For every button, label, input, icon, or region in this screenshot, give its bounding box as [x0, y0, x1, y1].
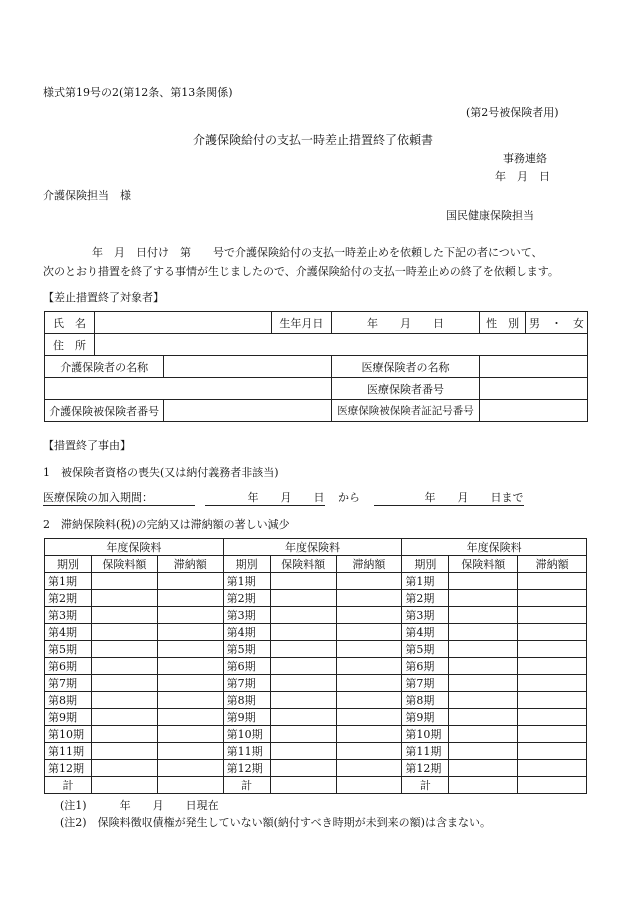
address-field[interactable] [94, 334, 587, 356]
period-label: 第9期 [402, 709, 449, 726]
period-label: 第3期 [402, 607, 449, 624]
premium-amount-cell[interactable] [270, 658, 336, 675]
arrears-amount-cell[interactable] [336, 675, 402, 692]
col-arrears-header: 滞納額 [157, 556, 223, 573]
col-arrears-header: 滞納額 [518, 556, 587, 573]
period-label: 第7期 [402, 675, 449, 692]
arrears-amount-cell[interactable] [157, 658, 223, 675]
period-label: 第7期 [45, 675, 92, 692]
period-label: 第12期 [223, 760, 270, 777]
premium-amount-cell[interactable] [91, 607, 157, 624]
premium-amount-cell[interactable] [91, 658, 157, 675]
note-1: (注1) 年 月 日現在 [60, 799, 219, 812]
contact-label: 事務連絡 [503, 152, 547, 165]
col-period-header: 期別 [45, 556, 92, 573]
period-label: 第8期 [402, 692, 449, 709]
body-line-2: 次のとおり措置を終了する事情が生じましたので、介護保険給付の支払一時差止めの終了を依頼します。 [43, 265, 559, 278]
table-row [45, 658, 587, 675]
period-label: 第2期 [223, 590, 270, 607]
period-label: 第8期 [223, 692, 270, 709]
premium-table [44, 538, 587, 794]
arrears-amount-cell[interactable] [336, 760, 402, 777]
arrears-amount-cell[interactable] [518, 573, 587, 590]
table-row [45, 692, 587, 709]
period-label: 第6期 [45, 658, 92, 675]
addressee: 介護保険担当 様 [43, 189, 131, 202]
page-title: 介護保険給付の支払一時差止措置終了依頼書 [193, 133, 434, 147]
fiscal-year-header: 年度保険料 [223, 539, 402, 556]
reason-1: 1 被保険者資格の喪失(又は納付義務者非該当) [43, 466, 279, 479]
premium-amount-cell[interactable] [91, 709, 157, 726]
period-label: 第12期 [402, 760, 449, 777]
total-label: 計 [45, 777, 92, 794]
sender: 国民健康保険担当 [446, 209, 534, 222]
section-reason-heading: 【措置終了事由】 [43, 439, 131, 452]
period-label: 第10期 [402, 726, 449, 743]
period-label: 第5期 [223, 641, 270, 658]
blank-cell [45, 378, 332, 400]
arrears-amount-cell[interactable] [336, 607, 402, 624]
arrears-amount-cell[interactable] [518, 709, 587, 726]
table-row [45, 743, 587, 760]
premium-amount-cell[interactable] [91, 573, 157, 590]
col-arrears-header: 滞納額 [336, 556, 402, 573]
arrears-total-cell[interactable] [157, 777, 223, 794]
premium-amount-cell[interactable] [270, 573, 336, 590]
medical-insurer-number-field[interactable] [480, 378, 588, 400]
period-label: 第10期 [223, 726, 270, 743]
arrears-amount-cell[interactable] [157, 760, 223, 777]
table-row [45, 675, 587, 692]
birth-date-field[interactable]: 年 月 日 [331, 312, 480, 334]
period-label: 第9期 [45, 709, 92, 726]
arrears-amount-cell[interactable] [157, 709, 223, 726]
arrears-amount-cell[interactable] [336, 692, 402, 709]
premium-amount-cell[interactable] [91, 675, 157, 692]
period-label: 第4期 [402, 624, 449, 641]
arrears-amount-cell[interactable] [157, 573, 223, 590]
premium-amount-cell[interactable] [270, 692, 336, 709]
arrears-amount-cell[interactable] [157, 590, 223, 607]
arrears-amount-cell[interactable] [336, 641, 402, 658]
col-premium-header: 保険料額 [91, 556, 157, 573]
premium-amount-cell[interactable] [91, 726, 157, 743]
start-date-field[interactable]: 年 月 日 [205, 489, 325, 506]
name-field[interactable] [94, 312, 271, 334]
arrears-amount-cell[interactable] [157, 607, 223, 624]
arrears-amount-cell[interactable] [518, 641, 587, 658]
gender-label: 性 別 [480, 312, 526, 334]
arrears-amount-cell[interactable] [157, 624, 223, 641]
medical-insurer-name-field[interactable] [480, 356, 588, 378]
medical-insured-number-field[interactable] [480, 400, 588, 422]
arrears-total-cell[interactable] [518, 777, 587, 794]
premium-amount-cell[interactable] [91, 760, 157, 777]
gender-field[interactable]: 男 ・ 女 [525, 312, 587, 334]
arrears-amount-cell[interactable] [518, 726, 587, 743]
arrears-amount-cell[interactable] [336, 709, 402, 726]
premium-total-cell[interactable] [91, 777, 157, 794]
form-id: 様式第19号の2(第12条、第13条関係) [43, 86, 233, 99]
insured-number-label: 介護保険被保険者番号 [45, 400, 164, 422]
premium-amount-cell[interactable] [91, 743, 157, 760]
table-row [45, 760, 587, 777]
arrears-amount-cell[interactable] [518, 760, 587, 777]
period-label: 第4期 [223, 624, 270, 641]
insurer-name-field[interactable] [164, 356, 331, 378]
period-label: 第11期 [223, 743, 270, 760]
period-label: 第1期 [45, 573, 92, 590]
arrears-amount-cell[interactable] [157, 726, 223, 743]
period-label: 第10期 [45, 726, 92, 743]
period-label: 第7期 [223, 675, 270, 692]
period-label: 第2期 [402, 590, 449, 607]
arrears-amount-cell[interactable] [518, 624, 587, 641]
arrears-amount-cell[interactable] [336, 624, 402, 641]
section-target-heading: 【差止措置終了対象者】 [43, 291, 164, 304]
premium-amount-cell[interactable] [91, 624, 157, 641]
period-label: 第6期 [223, 658, 270, 675]
period-label: 第3期 [223, 607, 270, 624]
table-row [45, 607, 587, 624]
period-label: 第11期 [402, 743, 449, 760]
period-label: 第12期 [45, 760, 92, 777]
name-label: 氏 名 [45, 312, 95, 334]
medical-insured-number-label: 医療保険被保険者証記号番号 [331, 400, 480, 422]
fiscal-year-header: 年度保険料 [45, 539, 224, 556]
premium-amount-cell[interactable] [270, 590, 336, 607]
premium-amount-cell[interactable] [449, 624, 518, 641]
enrollment-period [43, 489, 524, 506]
premium-amount-cell[interactable] [449, 675, 518, 692]
arrears-amount-cell[interactable] [157, 675, 223, 692]
premium-amount-cell[interactable] [449, 641, 518, 658]
period-label: 第1期 [402, 573, 449, 590]
period-label: 第9期 [223, 709, 270, 726]
arrears-amount-cell[interactable] [518, 743, 587, 760]
arrears-amount-cell[interactable] [518, 607, 587, 624]
period-label: 第6期 [402, 658, 449, 675]
premium-amount-cell[interactable] [449, 658, 518, 675]
premium-amount-cell[interactable] [449, 743, 518, 760]
premium-amount-cell[interactable] [270, 726, 336, 743]
arrears-amount-cell[interactable] [518, 675, 587, 692]
fiscal-year-header: 年度保険料 [402, 539, 587, 556]
premium-amount-cell[interactable] [449, 607, 518, 624]
premium-amount-cell[interactable] [270, 607, 336, 624]
table-row [45, 590, 587, 607]
premium-amount-cell[interactable] [449, 590, 518, 607]
address-label: 住 所 [45, 334, 95, 356]
arrears-amount-cell[interactable] [518, 590, 587, 607]
total-label: 計 [223, 777, 270, 794]
col-premium-header: 保険料額 [449, 556, 518, 573]
birth-label: 生年月日 [271, 312, 331, 334]
premium-amount-cell[interactable] [449, 760, 518, 777]
col-period-header: 期別 [223, 556, 270, 573]
period-label: 第5期 [45, 641, 92, 658]
arrears-amount-cell[interactable] [336, 743, 402, 760]
period-label: 第3期 [45, 607, 92, 624]
arrears-amount-cell[interactable] [157, 743, 223, 760]
insurer-name-label: 介護保険者の名称 [45, 356, 164, 378]
period-label: 第2期 [45, 590, 92, 607]
col-period-header: 期別 [402, 556, 449, 573]
premium-amount-cell[interactable] [449, 573, 518, 590]
reason-2: 2 滞納保険料(税)の完納又は滞納額の著しい減少 [43, 518, 290, 531]
premium-amount-cell[interactable] [270, 641, 336, 658]
user-type: (第2号被保険者用) [466, 106, 559, 119]
premium-total-cell[interactable] [449, 777, 518, 794]
premium-total-cell[interactable] [270, 777, 336, 794]
premium-amount-cell[interactable] [91, 692, 157, 709]
table-row [45, 709, 587, 726]
premium-amount-cell[interactable] [91, 641, 157, 658]
arrears-total-cell[interactable] [336, 777, 402, 794]
medical-insurer-number-label: 医療保険者番号 [331, 378, 480, 400]
total-label: 計 [402, 777, 449, 794]
body-line-1: 年 月 日付け 第 号で介護保険給付の支払一時差止めを依頼した下記の者について、 [92, 246, 543, 259]
medical-insurer-name-label: 医療保険者の名称 [331, 356, 480, 378]
period-label: 第11期 [45, 743, 92, 760]
arrears-amount-cell[interactable] [336, 726, 402, 743]
table-row [45, 726, 587, 743]
note-2: (注2) 保険料徴収債権が発生していない額(納付すべき時期が未到来の額)は含まない。 [60, 816, 491, 829]
premium-amount-cell[interactable] [91, 590, 157, 607]
premium-amount-cell[interactable] [270, 760, 336, 777]
period-label: 第4期 [45, 624, 92, 641]
arrears-amount-cell[interactable] [157, 692, 223, 709]
arrears-amount-cell[interactable] [336, 573, 402, 590]
premium-amount-cell[interactable] [270, 675, 336, 692]
table-row [45, 573, 587, 590]
period-label: 第8期 [45, 692, 92, 709]
arrears-amount-cell[interactable] [157, 641, 223, 658]
arrears-amount-cell[interactable] [518, 658, 587, 675]
arrears-amount-cell[interactable] [336, 590, 402, 607]
target-person-table [44, 311, 588, 422]
period-label: 第1期 [223, 573, 270, 590]
premium-amount-cell[interactable] [270, 624, 336, 641]
period-label: 第5期 [402, 641, 449, 658]
date-line: 年 月 日 [495, 170, 550, 183]
premium-amount-cell[interactable] [449, 726, 518, 743]
arrears-amount-cell[interactable] [336, 658, 402, 675]
insured-number-field[interactable] [164, 400, 331, 422]
table-row [45, 641, 587, 658]
premium-amount-cell[interactable] [449, 709, 518, 726]
table-row [45, 624, 587, 641]
premium-amount-cell[interactable] [270, 709, 336, 726]
from-label: から [338, 491, 360, 504]
premium-amount-cell[interactable] [270, 743, 336, 760]
col-premium-header: 保険料額 [270, 556, 336, 573]
period-label: 医療保険の加入期間： [43, 489, 195, 506]
end-date-field[interactable]: 年 月 日まで [374, 489, 524, 506]
arrears-amount-cell[interactable] [518, 692, 587, 709]
premium-amount-cell[interactable] [449, 692, 518, 709]
